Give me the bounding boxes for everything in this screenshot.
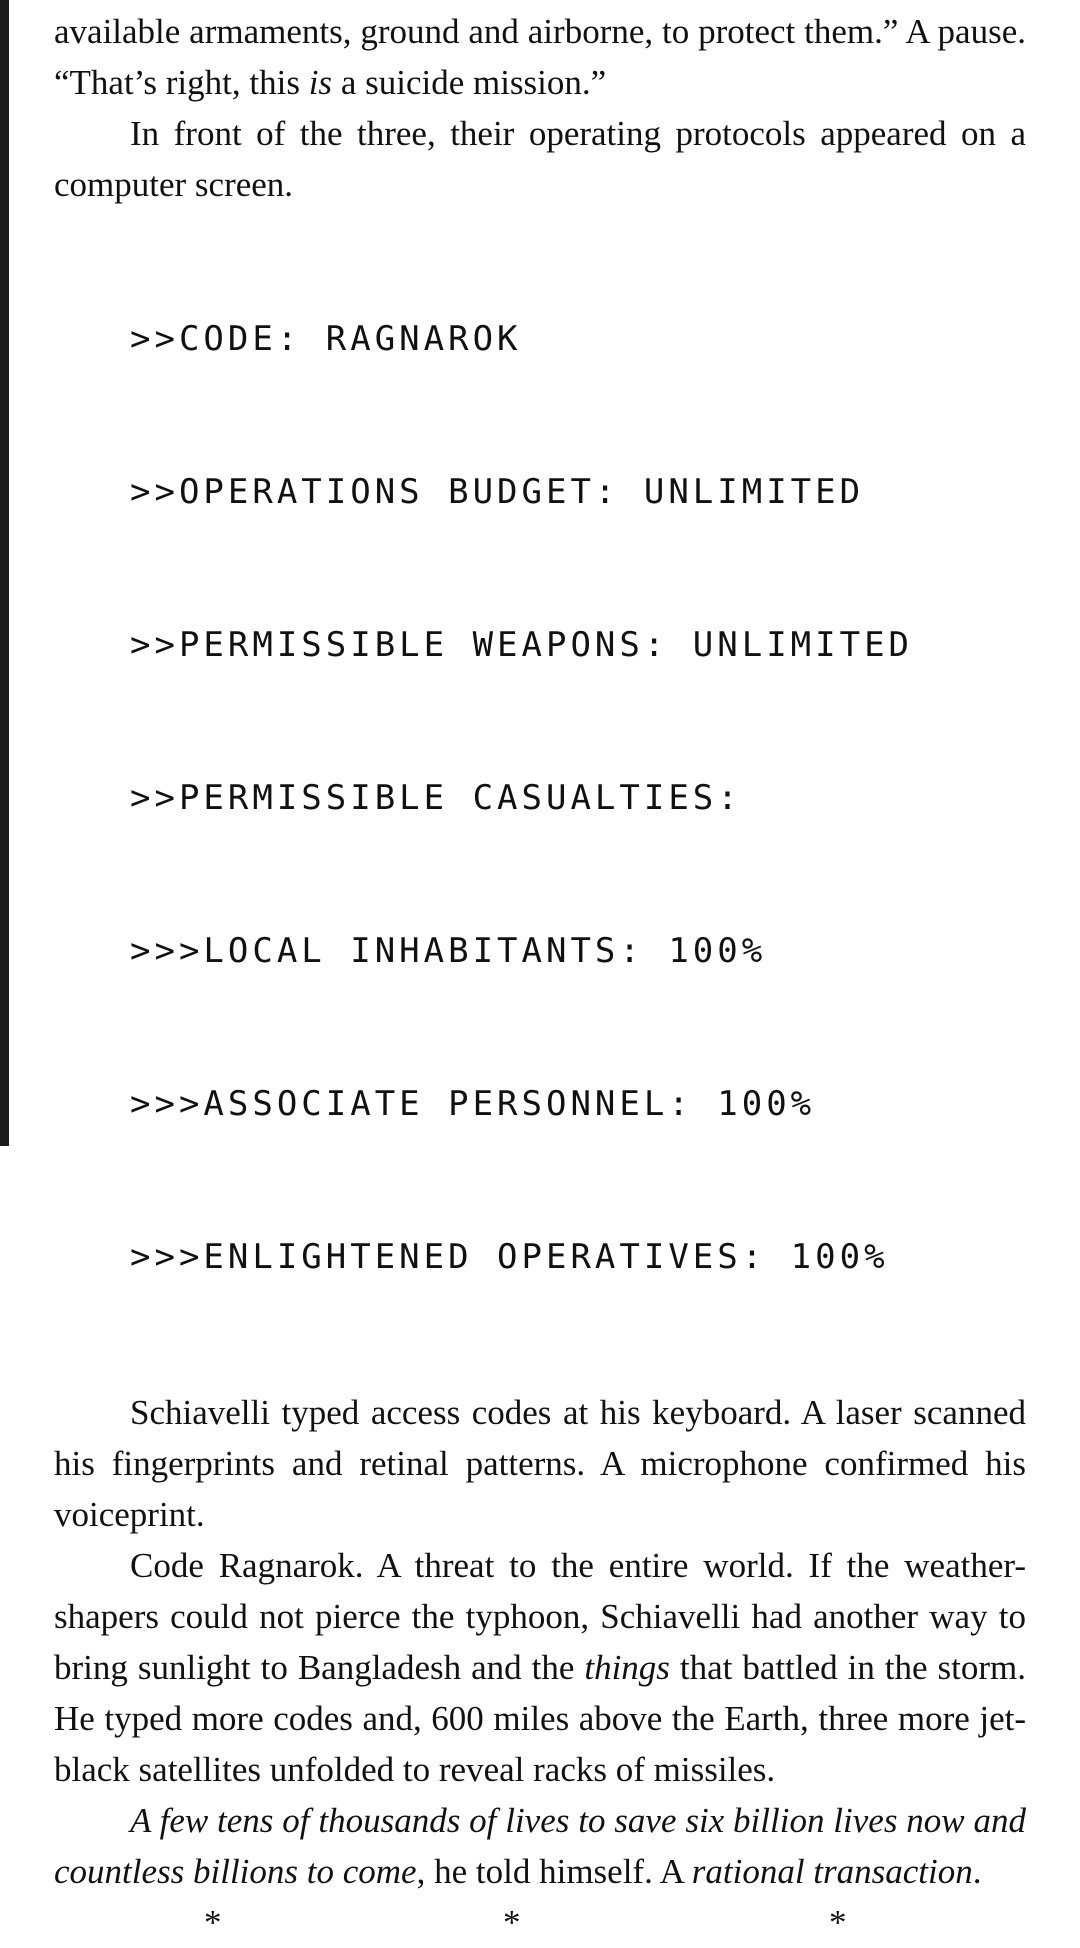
section-break [54,1897,1026,1948]
p5-period: . [972,1852,982,1891]
p5-text-middle: , he told himself. A [416,1852,692,1891]
p4-emphasis: things [584,1648,670,1687]
protocol-line: >>>LOCAL INHABITANTS: 100% [130,931,767,971]
paragraph-suicide-mission [54,6,1026,108]
p1-emphasis: is [308,63,333,102]
p4-text-end: that battled in the storm. He typed more codes and, 600 miles above the Earth, three more jet-black satellites unfolded to reveal racks of missiles. [54,1648,1027,1789]
protocol-line: >>CODE: RAGNAROK [130,319,522,359]
paragraph-protocols: In front of the three, their operating protocols appeared on a computer screen. [54,114,1026,204]
p1-text-end: a suicide mission.” [332,63,607,102]
p1-text-start: available armaments, ground and airborne, to protect them.” A pause. “That’s right, this [54,12,1026,102]
section-break-asterisk: * [829,1903,847,1942]
paragraph-access-codes: Schiavelli typed access codes at his keyboard. A laser scanned his fingerprints and retinal patterns. A microphone confirmed his voiceprint. [54,1393,1026,1534]
book-page [54,6,1026,1948]
protocol-line: >>>ASSOCIATE PERSONNEL: 100% [130,1084,816,1124]
p4-text-start: Code Ragnarok. A threat to the entire world. If the weather-shapers could not pierce the typhoon, Schiavelli had another way to bring sunlight to Bangladesh and the [54,1546,1026,1687]
protocol-line: >>>ENLIGHTENED OPERATIVES: 100% [130,1237,889,1277]
scan-edge [0,0,9,1146]
protocol-line: >>PERMISSIBLE WEAPONS: UNLIMITED [130,625,914,665]
section-break-asterisk: * [503,1903,521,1942]
protocol-block [130,212,1026,1385]
section-break-asterisk: * [204,1903,222,1942]
protocol-line: >>OPERATIONS BUDGET: UNLIMITED [130,472,865,512]
protocol-line: >>PERMISSIBLE CASUALTIES: [130,778,742,818]
paragraph-code-ragnarok [54,1540,1026,1795]
paragraph-rational-transaction [54,1795,1026,1897]
p5-italic-end: rational transaction [691,1852,973,1891]
p5-italic-thought: A few tens of thousands of lives to save six billion lives now and countless billions to come [54,1801,1026,1891]
